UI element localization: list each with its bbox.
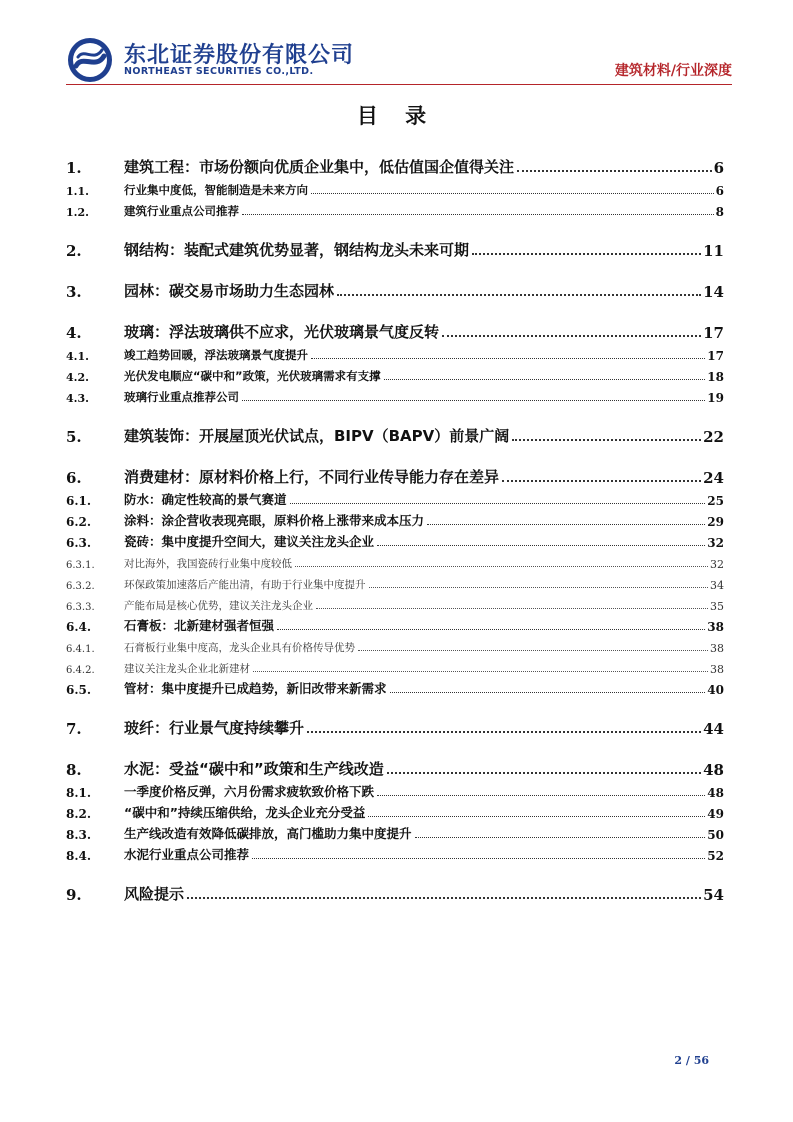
toc-entry-6[interactable] [66,450,724,487]
toc-entry-4-2[interactable] [66,363,724,384]
toc-entry-number: 6.4. [66,620,92,634]
toc-entry-6-4[interactable] [66,613,724,634]
toc-entry-number: 7. [66,720,82,738]
toc-entry-page: 38 [707,620,724,634]
toc-entry-title: 瓷砖：集中度提升空间大，建议关注龙头企业 [124,534,375,549]
toc-entry-6-3-1[interactable] [66,550,724,571]
toc-entry-page: 17 [703,324,724,342]
toc-entry-title: 水泥：受益“碳中和”政策和生产线改造 [124,760,384,778]
toc-entry-page: 50 [707,828,724,842]
toc-entry-7[interactable] [66,701,724,738]
page-indicator: 2 / 56 [674,1054,709,1067]
toc-dot-leader [517,170,712,172]
toc-entry-page: 54 [703,886,724,904]
toc-entry-title: 玻璃：浮法玻璃供不应求，光伏玻璃景气度反转 [124,323,440,341]
toc-entry-number: 6.3.3. [66,602,95,613]
toc-entry-title: 建筑装饰：开展屋顶光伏试点，BIPV（BAPV）前景广阔 [124,427,510,445]
toc-entry-6-4-2[interactable] [66,655,724,676]
toc-entry-number: 6.4.1. [66,644,95,655]
toc-entry-title: 玻璃行业重点推荐公司 [124,390,239,404]
toc-entry-page: 34 [710,579,724,592]
toc-dot-leader [358,650,708,651]
toc-entry-2[interactable] [66,223,724,260]
toc-entry-title: 行业集中度低，智能制造是未来方向 [124,183,308,197]
toc-dot-leader [253,671,708,672]
toc-dot-leader [369,587,709,588]
toc-entry-number: 1.1. [66,185,89,198]
toc-entry-1-1[interactable] [66,177,724,198]
toc-entry-number: 6.4.2. [66,665,95,676]
toc-entry-number: 6.5. [66,683,92,697]
toc-entry-page: 49 [707,807,724,821]
toc-entry-number: 1.2. [66,206,89,219]
toc-entry-number: 6.3. [66,536,92,550]
header-divider [66,84,732,85]
toc-entry-number: 6.1. [66,494,92,508]
toc-entry-title: 石膏板：北新建材强者恒强 [124,618,275,633]
toc-dot-leader [442,335,701,337]
northeast-securities-logo-icon [66,36,114,84]
toc-dot-leader [384,379,706,380]
toc-entry-4[interactable] [66,305,724,342]
toc-entry-8-4[interactable] [66,842,724,863]
toc-dot-leader [295,566,708,567]
toc-entry-title: 消费建材：原材料价格上行，不同行业传导能力存在差异 [124,468,500,486]
toc-entry-4-3[interactable] [66,384,724,405]
toc-entry-6-1[interactable] [66,487,724,508]
toc-entry-page: 17 [707,349,724,363]
toc-entry-number: 4.3. [66,392,89,405]
toc-dot-leader [316,608,708,609]
toc-entry-title: 环保政策加速落后产能出清，有助于行业集中度提升 [124,579,366,591]
toc-entry-8-1[interactable] [66,779,724,800]
toc-entry-number: 4.1. [66,350,89,363]
toc-entry-page: 32 [707,536,724,550]
toc-dot-leader [427,524,705,525]
toc-entry-6-5[interactable] [66,676,724,697]
toc-entry-page: 14 [703,283,724,301]
toc-entry-1[interactable] [66,140,724,177]
toc-entry-title: 水泥行业重点公司推荐 [124,847,250,862]
toc-dot-leader [277,629,705,630]
toc-entry-8[interactable] [66,742,724,779]
toc-dot-leader [377,795,705,796]
toc-entry-3[interactable] [66,264,724,301]
toc-entry-page: 48 [707,786,724,800]
toc-dot-leader [187,897,701,899]
toc-entry-title: 建筑工程：市场份额向优质企业集中，低估值国企值得关注 [124,158,515,176]
toc-entry-6-3-3[interactable] [66,592,724,613]
toc-entry-title: 玻纤：行业景气度持续攀升 [124,719,305,737]
toc-entry-title: 生产线改造有效降低碳排放，高门槛助力集中度提升 [124,826,412,841]
toc-entry-page: 44 [703,720,724,738]
report-category: 建筑材料/行业深度 [614,63,732,79]
toc-entry-page: 29 [707,515,724,529]
toc-entry-title: 涂料：涂企营收表现亮眼，原料价格上涨带来成本压力 [124,513,425,528]
toc-dot-leader [502,480,701,482]
toc-dot-leader [311,358,705,359]
toc-dot-leader [368,816,705,817]
toc-entry-page: 38 [710,642,724,655]
toc-entry-title: 光伏发电顺应“碳中和”政策，光伏玻璃需求有支撑 [124,369,381,383]
toc-entry-6-3[interactable] [66,529,724,550]
toc-entry-page: 32 [710,558,724,571]
toc-entry-page: 6 [713,159,724,177]
toc-entry-1-2[interactable] [66,198,724,219]
toc-entry-number: 8. [66,761,82,779]
toc-entry-number: 3. [66,283,82,301]
toc-entry-title: 竣工趋势回暖，浮法玻璃景气度提升 [124,348,308,362]
toc-dot-leader [472,253,701,255]
toc-entry-title: 风险提示 [124,885,185,903]
toc-entry-6-4-1[interactable] [66,634,724,655]
company-name-cn: 东北证券股份有限公司 [124,43,355,68]
toc-entry-page: 25 [707,494,724,508]
toc-entry-number: 6.3.1. [66,560,95,571]
toc-entry-title: 防水：确定性较高的景气赛道 [124,492,287,507]
toc-entry-page: 19 [707,391,724,405]
toc-entry-number: 8.2. [66,807,92,821]
toc-entry-number: 4.2. [66,371,89,384]
toc-dot-leader [242,214,714,215]
toc-entry-title: 一季度价格反弹，六月份需求疲软致价格下跌 [124,784,375,799]
toc-entry-page: 52 [707,849,724,863]
toc-entry-8-3[interactable] [66,821,724,842]
toc-dot-leader [307,731,701,733]
toc-entry-number: 5. [66,428,82,446]
toc-entry-number: 4. [66,324,82,342]
toc-entry-9[interactable] [66,867,724,904]
toc-entry-title: 建筑行业重点公司推荐 [124,204,239,218]
toc-entry-page: 24 [703,469,724,487]
toc-dot-leader [337,294,701,296]
toc-entry-title: 管材：集中度提升已成趋势，新旧改带来新需求 [124,681,387,696]
company-name-en: NORTHEAST SECURITIES CO.,LTD. [124,66,314,77]
toc-entry-title: 钢结构：装配式建筑优势显著，钢结构龙头未来可期 [124,241,470,259]
toc-entry-number: 6.3.2. [66,581,95,592]
toc-entry-6-2[interactable] [66,508,724,529]
toc-entry-title: 建议关注龙头企业北新建材 [124,663,250,675]
toc-dot-leader [415,837,706,838]
toc-entry-number: 1. [66,159,82,177]
toc-dot-leader [242,400,705,401]
toc-entry-page: 6 [715,184,724,198]
toc-entry-title: “碳中和”持续压缩供给，龙头企业充分受益 [124,805,366,820]
toc-entry-number: 8.3. [66,828,92,842]
toc-entry-4-1[interactable] [66,342,724,363]
toc-entry-page: 8 [715,205,724,219]
toc-entry-number: 8.4. [66,849,92,863]
toc-entry-6-3-2[interactable] [66,571,724,592]
toc-entry-number: 9. [66,886,82,904]
toc-entry-page: 38 [710,663,724,676]
toc-dot-leader [512,439,701,441]
toc-entry-page: 11 [703,242,724,260]
page-header [66,30,732,86]
table-of-contents [66,140,724,904]
toc-dot-leader [390,692,706,693]
toc-entry-title: 产能布局是核心优势，建议关注龙头企业 [124,600,313,612]
toc-entry-page: 18 [707,370,724,384]
toc-entry-number: 6.2. [66,515,92,529]
toc-entry-number: 8.1. [66,786,92,800]
toc-dot-leader [387,772,701,774]
toc-dot-leader [311,193,714,194]
toc-entry-page: 22 [703,428,724,446]
toc-entry-number: 6. [66,469,82,487]
toc-entry-5[interactable] [66,409,724,446]
toc-entry-title: 石膏板行业集中度高，龙头企业具有价格传导优势 [124,642,355,654]
toc-entry-8-2[interactable] [66,800,724,821]
toc-entry-title: 对比海外，我国瓷砖行业集中度较低 [124,558,292,570]
toc-dot-leader [252,858,705,859]
toc-entry-number: 2. [66,242,82,260]
toc-entry-page: 35 [710,600,724,613]
toc-title: 目 录 [356,104,437,128]
toc-entry-page: 48 [703,761,724,779]
toc-dot-leader [377,545,705,546]
toc-dot-leader [290,503,706,504]
toc-entry-title: 园林：碳交易市场助力生态园林 [124,282,335,300]
toc-entry-page: 40 [707,683,724,697]
